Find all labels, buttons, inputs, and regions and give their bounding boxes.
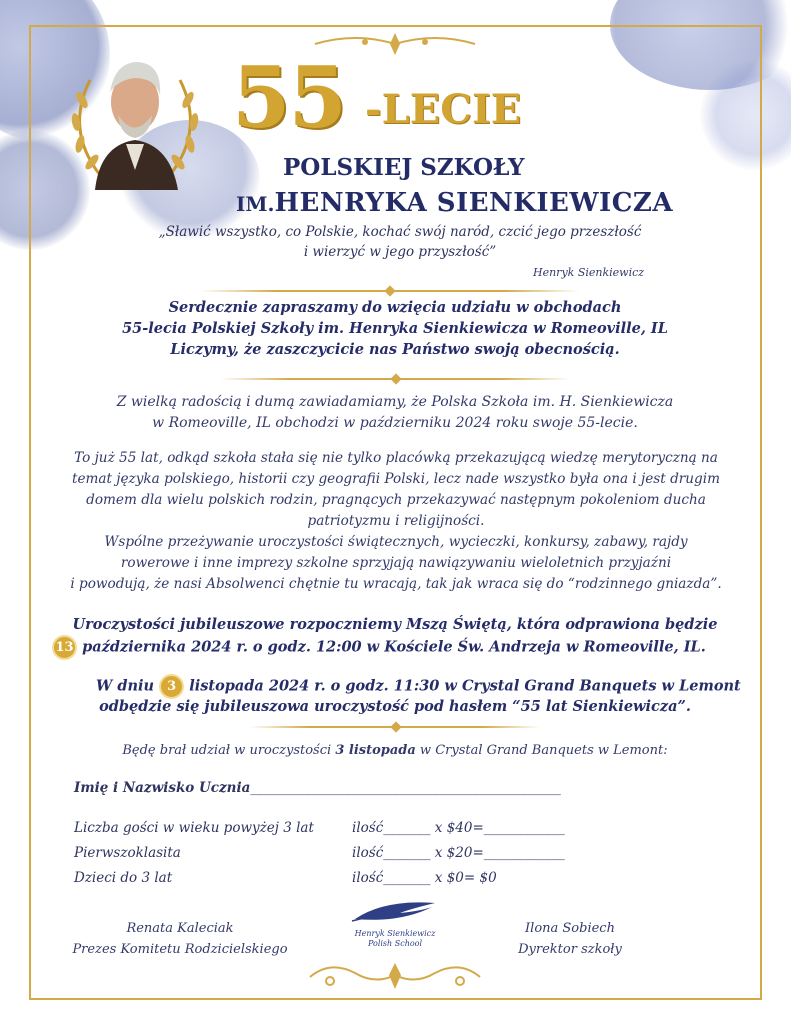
mass-announcement-line2 [52, 635, 706, 660]
invitation-line2: 55-lecia Polskiej Szkoły im. Henryka Sienkiewicza w Romeoville, IL [122, 320, 668, 337]
student-name-label: Imię i Nazwisko Ucznia [74, 780, 251, 796]
announcement [60, 392, 730, 434]
logo-line1: Henryk Sienkiewicz [354, 929, 436, 938]
children-under-3-label: Dzieci do 3 lat [74, 870, 173, 886]
guests-over-3-quantity[interactable]: ilość_______ x $40=____________ [352, 820, 565, 836]
school-name-patron: HENRYKA SIENKIEWICZA [274, 188, 674, 218]
portrait-laurel [60, 40, 210, 190]
anniversary-suffix: -LECIE [365, 86, 522, 133]
quote-line2: i wierzyć w jego przyszłość” [303, 244, 497, 260]
signature-right-name: Ilona Sobiech [525, 921, 615, 936]
student-name-row[interactable] [74, 780, 561, 796]
history-line1: To już 55 lat, odkąd szkoła stała się nie tylko placówką przekazującą wiedzę merytoryczną na [74, 450, 718, 466]
signature-right [500, 918, 640, 960]
logo-line2: Polish School [367, 939, 423, 948]
form-intro-c: w Crystal Grand Banquets w Lemont: [415, 743, 668, 758]
form-intro [60, 740, 730, 761]
banquet-prefix: W dniu [96, 677, 155, 695]
banquet-announcement-line2: odbędzie się jubileuszowa uroczystość pod hasłem “55 lat Sienkiewicza”. [99, 698, 691, 715]
school-logo [340, 895, 450, 955]
form-intro-a: Będę brał udział w uroczystości [122, 743, 336, 758]
children-under-3-quantity[interactable]: ilość_______ x $0= $0 [352, 870, 497, 886]
invitation-line3: Liczymy, że zaszczycicie nas Państwo swoją obecnością. [170, 341, 620, 358]
mass-announcement-line1: Uroczystości jubileuszowe rozpoczniemy Mszą Świętą, która odprawiona będzie [72, 616, 718, 633]
form-intro-date: 3 listopada [335, 743, 416, 758]
bottom-ornament [300, 955, 490, 995]
announcement-line1: Z wielką radością i dumą zawiadamiamy, że Polska Szkoła im. H. Sienkiewicza [116, 394, 674, 410]
history-line5: Wspólne przeżywanie uroczystości świątecznych, wycieczki, konkursy, zabawy, rajdy [104, 534, 688, 550]
first-grader-quantity[interactable]: ilość_______ x $20=____________ [352, 845, 565, 861]
guests-over-3-label: Liczba gości w wieku powyżej 3 lat [74, 820, 314, 836]
history-line3: domem dla wielu polskich rodzin, pragnących przekazywać następnym pokoleniom ducha [86, 492, 706, 508]
school-name-line2 [236, 186, 673, 223]
school-name-line1: POLSKIEJ SZKOŁY [283, 154, 525, 181]
quote [130, 222, 670, 262]
quill-icon [340, 895, 450, 925]
anniversary-number: 55 [232, 48, 345, 147]
mass-date-text: października 2024 r. o godz. 12:00 w Kościele Św. Andrzeja w Romeoville, IL. [82, 638, 706, 656]
banquet-date-text: listopada 2024 r. o godz. 11:30 w Crystal Grand Banquets w Lemont [189, 677, 741, 695]
history-line2: temat języka polskiego, historii czy geografii Polski, lecz nade wszystko była ona i jest drugim [72, 471, 720, 487]
history-paragraph [44, 448, 748, 595]
student-name-field[interactable]: ______________________________________________ [250, 780, 561, 796]
history-line7: i powodują, że nasi Absolwenci chętnie tu wracają, tak jak wraca się do “rodzinnego gniazda”. [70, 576, 722, 592]
signature-right-title: Dyrektor szkoły [518, 942, 622, 957]
history-line6: rowerowe i inne imprezy szkolne sprzyjają nawiązywaniu wieloletnich przyjaźni [120, 555, 672, 571]
date-badge-13: 13 [52, 635, 77, 660]
first-grader-label: Pierwszoklasita [74, 845, 181, 861]
history-line4: patriotyzmu i religijności. [307, 513, 485, 529]
invitation [80, 297, 710, 360]
signature-left-name: Renata Kaleciak [126, 921, 234, 936]
quote-line1: „Sławić wszystko, co Polskie, kochać swój naród, czcić jego przeszłość [158, 224, 642, 240]
school-name-prefix: IM. [236, 192, 275, 216]
signature-left-title: Prezes Komitetu Rodzicielskiego [72, 942, 288, 957]
announcement-line2: w Romeoville, IL obchodzi w październiku 2024 roku swoje 55-lecie. [152, 415, 638, 431]
signature-left [60, 918, 300, 960]
invitation-line1: Serdecznie zapraszamy do wzięcia udziału w obchodach [168, 299, 622, 316]
quote-author: Henryk Sienkiewicz [533, 266, 645, 279]
date-badge-3: 3 [159, 674, 184, 699]
